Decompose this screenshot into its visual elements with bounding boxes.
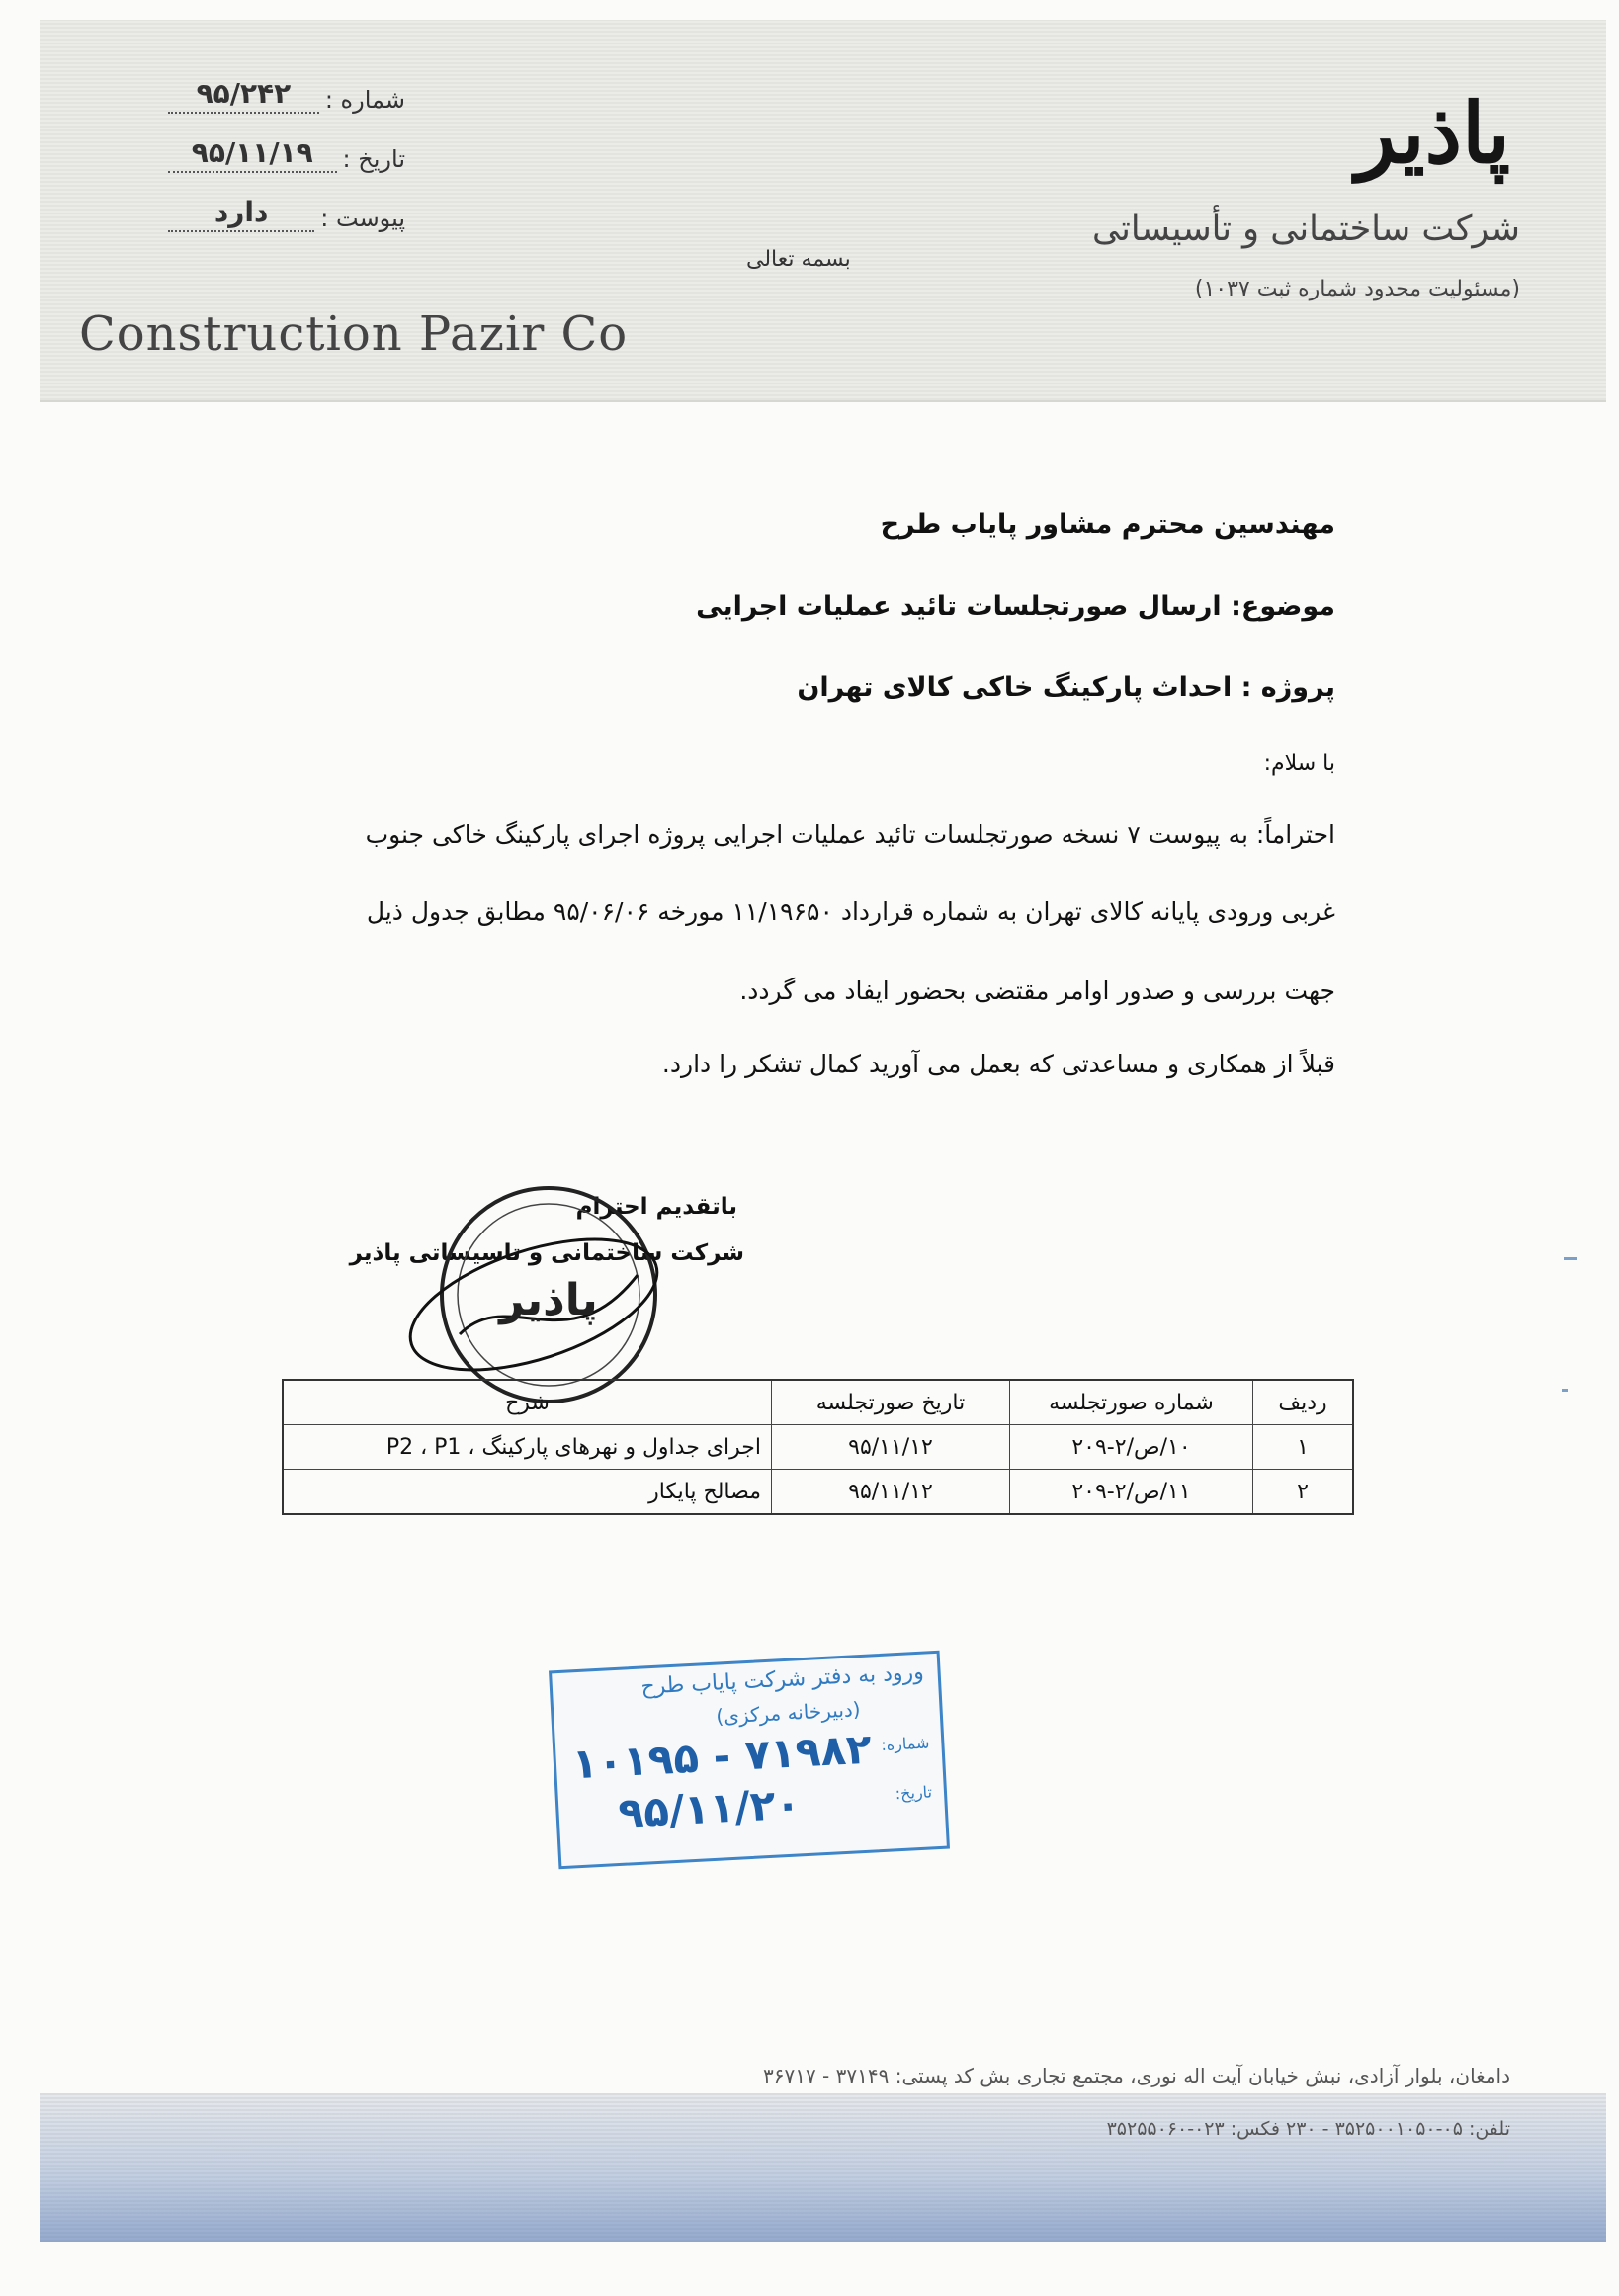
scan-mark — [1562, 1389, 1568, 1392]
letter-date — [168, 136, 405, 173]
column-header: شماره صورتجلسه — [1010, 1380, 1253, 1425]
letter-date-label: تاریخ : — [342, 145, 405, 173]
column-header: ردیف — [1253, 1380, 1354, 1425]
column-header: تاریخ صورتجلسه — [772, 1380, 1010, 1425]
table-cell: ۱۱/ص/۲-۲۰۹ — [1010, 1470, 1253, 1515]
table-cell: ۲ — [1253, 1470, 1354, 1515]
latin-company-name: Construction Pazir Co — [79, 306, 629, 362]
minutes-table — [282, 1379, 1354, 1515]
stamp-subtitle: (دبیرخانه مرکزی) — [715, 1697, 862, 1729]
brand-logo: پاذیر — [1355, 84, 1510, 182]
letter-date-value: ۹۵/۱۱/۱۹ — [168, 136, 337, 173]
signature-company: شرکت ساختمانی و تاسیساتی پاذیر — [349, 1240, 744, 1266]
letter-number-value: ۹۵/۲۴۲ — [168, 77, 319, 114]
basmala: بسمه تعالی — [746, 247, 851, 272]
project-line: پروژه : احداث پارکینگ خاکی کالای تهران — [797, 672, 1335, 703]
stamp-number-label: شماره: — [880, 1733, 930, 1754]
stamp-title: ورود به دفتر شرکت پایاب طرح — [639, 1659, 925, 1700]
body-paragraph-line: احتراماً: به پیوست ۷ نسخه صورتجلسات تائید عملیات اجرایی پروژه اجرای پارکینگ خاکی جنوب — [365, 820, 1335, 849]
company-name: شرکت ساختمانی و تأسیساتی — [1091, 210, 1520, 249]
scan-mark — [1564, 1257, 1577, 1260]
letter-attachment-value: دارد — [168, 196, 314, 232]
table-cell: ۱۰/ص/۲-۲۰۹ — [1010, 1425, 1253, 1470]
letter-attachment-label: پیوست : — [320, 205, 405, 232]
letter-number-label: شماره : — [324, 86, 405, 114]
column-header: شرح — [283, 1380, 772, 1425]
recipient-line: مهندسین محترم مشاور پایاب طرح — [880, 509, 1335, 540]
table-row — [283, 1470, 1353, 1515]
footer-band — [40, 2093, 1606, 2242]
table-cell: ۹۵/۱۱/۱۲ — [772, 1425, 1010, 1470]
body-paragraph-line: غربی ورودی پایانه کالای تهران به شماره قرارداد ۱۱/۱۹۶۵۰ مورخه ۹۵/۰۶/۰۶ مطابق جدول ذیل — [366, 897, 1335, 926]
signature-greeting: باتقدیم احترام — [575, 1194, 737, 1220]
table-cell: ۹۵/۱۱/۱۲ — [772, 1470, 1010, 1515]
table-cell: ۱ — [1253, 1425, 1354, 1470]
letter-attachment — [168, 196, 405, 232]
footer-phone: تلفن: ۰۵-۳۵۲۵۰۰۱۰۵۰ - ۲۳۰ فکس: ۰۲۳-۳۵۲۵۵۰۶۰ — [1106, 2118, 1510, 2140]
stamp-number-value: ۱۰۱۹۵ - ۷۱۹۸۲ — [570, 1724, 873, 1789]
letter-number — [168, 77, 405, 114]
stamp-date-value: ۹۵/۱۱/۲۰ — [617, 1779, 803, 1837]
table-header-row — [283, 1380, 1353, 1425]
table-cell: اجرای جداول و نهرهای پارکینگ ، P2 ، P1 — [283, 1425, 772, 1470]
entry-stamp — [549, 1651, 950, 1869]
registration-note: (مسئولیت محدود شماره ثبت ۱۰۳۷) — [1194, 277, 1520, 301]
table-row — [283, 1425, 1353, 1470]
table-cell: مصالح پایکار — [283, 1470, 772, 1515]
stamp-date-label: تاریخ: — [895, 1782, 933, 1804]
body-paragraph-line: جهت بررسی و صدور اوامر مقتضی بحضور ایفاد می گردد. — [739, 977, 1335, 1005]
greeting: با سلام: — [1263, 751, 1335, 776]
seal-text: پاذیر — [499, 1275, 598, 1325]
footer-address: دامغان، بلوار آزادی، نبش خیابان آیت اله نوری، مجتمع تجاری بش کد پستی: ۳۷۱۴۹ - ۳۶۷۱۷ — [762, 2064, 1510, 2087]
subject-line: موضوع: ارسال صورتجلسات تائید عملیات اجرایی — [696, 591, 1335, 622]
closing-line: قبلاً از همکاری و مساعدتی که بعمل می آورید کمال تشکر را دارد. — [661, 1050, 1335, 1078]
